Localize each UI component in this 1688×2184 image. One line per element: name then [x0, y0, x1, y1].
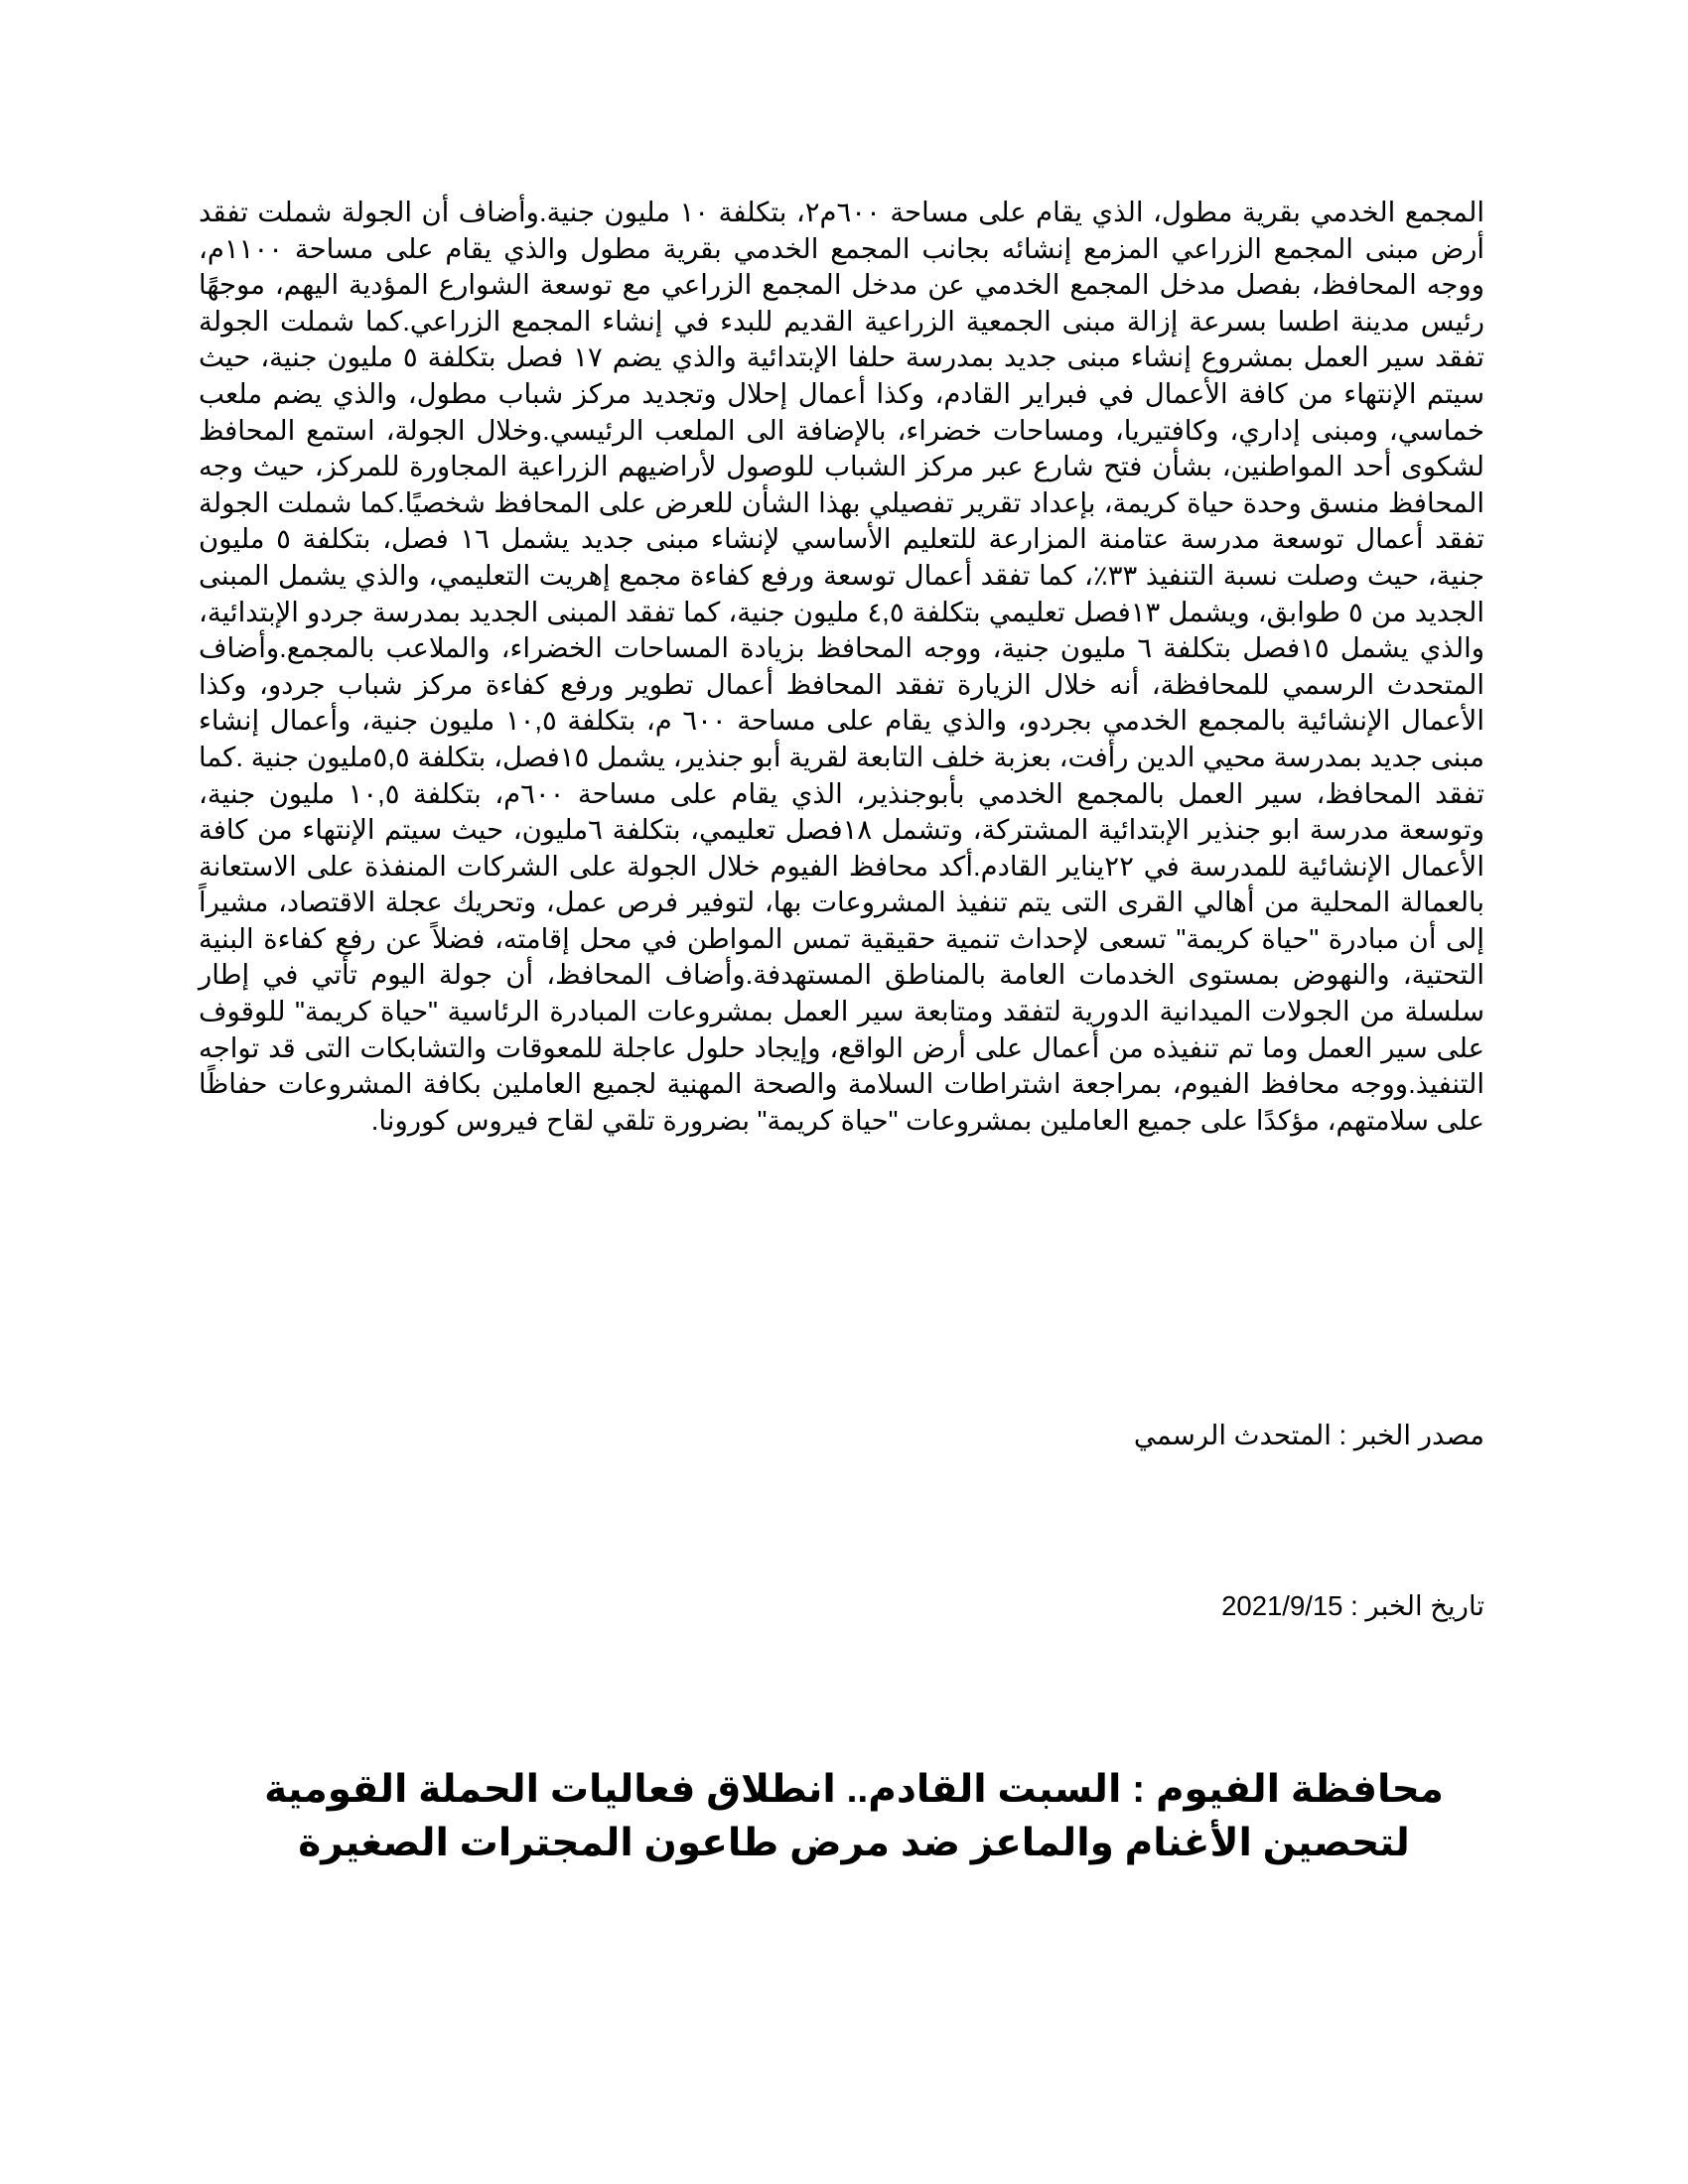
article-body: المجمع الخدمي بقرية مطول، الذي يقام على مساحة ٦٠٠م٢، بتكلفة ١٠ مليون جنية.وأضاف أن الجولة شملت تفقد أرض مبنى المجمع الزراعي المزمع إنشائه بجانب المجمع الخدمي بقرية مطول والذي يقام على مساحة ١١٠٠م، ووجه المحافظ، بفصل مدخل المجمع الخدمي عن مدخل المجمع الزراعي مع توسعة الشوارع المؤدية اليهم، موجهًا رئيس مدينة اطسا بسرعة إزالة مبنى الجمعية الزراعية القديم للبدء في إنشاء المجمع الزراعي.كما شملت الجولة تفقد سير العمل بمشروع إنشاء مبنى جديد بمدرسة حلفا الإبتدائية والذي يضم ١٧ فصل بتكلفة ٥ مليون جنية، حيث سيتم الإنتهاء من كافة الأعمال في فبراير القادم، وكذا أعمال إحلال وتجديد مركز شباب مطول، والذي يضم ملعب خماسي، ومبنى إداري، وكافتيريا، ومساحات خضراء، بالإضافة الى الملعب الرئيسي.وخلال الجولة، استمع المحافظ لشكوى أحد المواطنين، بشأن فتح شارع عبر مركز الشباب للوصول لأراضيهم الزراعية المجاورة للمركز، حيث وجه المحافظ منسق وحدة حياة كريمة، بإعداد تقرير تفصيلي بهذا الشأن للعرض على المحافظ شخصيًا.كما شملت الجولة تفقد أعمال توسعة مدرسة عتامنة المزارعة للتعليم الأساسي لإنشاء مبنى جديد يشمل ١٦ فصل، بتكلفة ٥ مليون جنية، حيث وصلت نسبة التنفيذ ٣٣٪، كما تفقد أعمال توسعة ورفع كفاءة مجمع إهريت التعليمي، والذي يشمل المبنى الجديد من ٥ طوابق، ويشمل ١٣فصل تعليمي بتكلفة ٤,٥ مليون جنية، كما تفقد المبنى الجديد بمدرسة جردو الإبتدائية، والذي يشمل ١٥فصل بتكلفة ٦ مليون جنية، ووجه المحافظ بزيادة المساحات الخضراء، والملاعب بالمجمع.وأضاف المتحدث الرسمي للمحافظة، أنه خلال الزيارة تفقد المحافظ أعمال تطوير ورفع كفاءة مركز شباب جردو، وكذا الأعمال الإنشائية بالمجمع الخدمي بجردو، والذي يقام على مساحة ٦٠٠ م، بتكلفة ١٠,٥ مليون جنية، وأعمال إنشاء مبنى جديد بمدرسة محيي الدين رأفت، بعزبة خلف التابعة لقرية أبو جنذير، يشمل ١٥فصل، بتكلفة ٥,٥مليون جنية .كما تفقد المحافظ، سير العمل بالمجمع الخدمي بأبوجنذير، الذي يقام على مساحة ٦٠٠م، بتكلفة ١٠,٥ مليون جنية، وتوسعة مدرسة ابو جنذير الإبتدائية المشتركة، وتشمل ١٨فصل تعليمي، بتكلفة ٦مليون، حيث سيتم الإنتهاء من كافة الأعمال الإنشائية للمدرسة في ٢٢يناير القادم.أكد محافظ الفيوم خلال الجولة على الشركات المنفذة على الاستعانة بالعمالة المحلية من أهالي القرى التى يتم تنفيذ المشروعات بها، لتوفير فرص عمل، وتحريك عجلة الاقتصاد، مشيراً إلى أن مبادرة "حياة كريمة" تسعى لإحداث تنمية حقيقية تمس المواطن في محل إقامته، فضلاً عن رفع كفاءة البنية التحتية، والنهوض بمستوى الخدمات العامة بالمناطق المستهدفة.وأضاف المحافظ، أن جولة اليوم تأتي في إطار سلسلة من الجولات الميدانية الدورية لتفقد ومتابعة سير العمل بمشروعات المبادرة الرئاسية "حياة كريمة" للوقوف على سير العمل وما تم تنفيذه من أعمال على أرض الواقع، وإيجاد حلول عاجلة للمعوقات والتشابكات التى قد تواجه التنفيذ.ووجه محافظ الفيوم، بمراجعة اشتراطات السلامة والصحة المهنية لجميع العاملين بكافة المشروعات حفاظًا على سلامتهم، مؤكدًا على جميع العاملين بمشروعات "حياة كريمة" بضرورة تلقي لقاح فيروس كورونا. [199, 197, 1485, 1136]
news-date-value: 2021/9/15 [1221, 1590, 1343, 1621]
news-date-line [1221, 1588, 1484, 1624]
news-source-line: مصدر الخبر : المتحدث الرسمي [1133, 1420, 1484, 1450]
next-article-headline: محافظة الفيوم : السبت القادم.. انطلاق فعاليات الحملة القومية لتحصين الأغنام والماعز ضد مرض طاعون المجترات الصغيرة [264, 1768, 1444, 1864]
news-date-label: تاريخ الخبر : [1350, 1590, 1484, 1621]
